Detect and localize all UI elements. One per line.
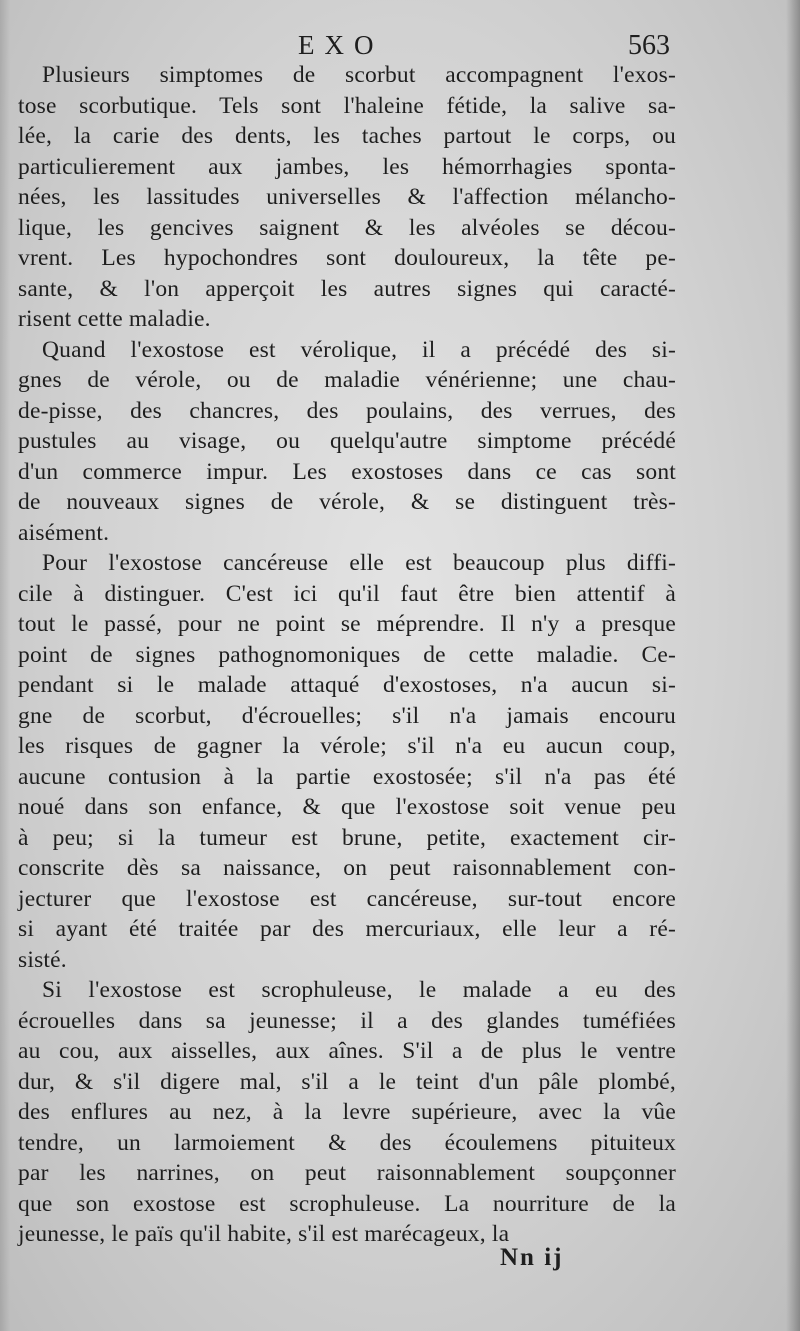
text-line: jecturer que l'exostose est cancéreuse, sur-tout encore — [18, 885, 676, 912]
page-number: 563 — [628, 30, 670, 61]
running-head: EXO — [298, 30, 384, 60]
page-gutter-shadow — [0, 0, 10, 1331]
text-line: de nouveaux signes de vérole, & se distinguent très- — [18, 489, 676, 515]
text-line: Plusieurs simptomes de scorbut accompagnent l'exos- — [42, 62, 676, 88]
text-line: d'un commerce impur. Les exostoses dans ce cas sont — [18, 458, 676, 485]
text-line: tendre, un larmoiement & des écoulemens pituiteux — [18, 1129, 676, 1156]
text-line: point de signes pathognomoniques de cette maladie. Ce- — [18, 641, 676, 668]
signature-mark: Nn ij — [500, 1244, 564, 1271]
text-line: aucune contusion à la partie exostosée; s'il n'a pas été — [18, 763, 676, 790]
text-line: pustules au visage, ou quelqu'autre simptome précédé — [18, 428, 676, 454]
text-line: particulierement aux jambes, les hémorrhagies sponta- — [18, 153, 676, 180]
text-line: gnes de vérole, ou de maladie vénérienne; une chau- — [18, 367, 676, 393]
text-line: sante, & l'on apperçoit les autres signes qui caracté- — [18, 275, 676, 302]
page-edge-shadow — [786, 0, 800, 1331]
text-line: des enflures au nez, à la levre supérieure, avec la vûe — [18, 1099, 676, 1125]
text-line: cile à distinguer. C'est ici qu'il faut être bien attentif à — [18, 580, 676, 607]
paragraph — [18, 975, 676, 1250]
text-line: Quand l'exostose est vérolique, il a précédé des si- — [42, 336, 676, 363]
text-line: sisté. — [18, 946, 67, 973]
text-line: lée, la carie des dents, les taches partout le corps, ou — [18, 123, 676, 149]
text-line: de-pisse, des chancres, des poulains, des verrues, des — [18, 397, 676, 424]
paragraph — [18, 335, 676, 549]
paragraph — [18, 60, 676, 335]
text-line: noué dans son enfance, & que l'exostose soit venue peu — [18, 794, 676, 820]
text-line: les risques de gagner la vérole; s'il n'a eu aucun coup, — [18, 733, 676, 759]
body-text — [18, 60, 676, 1250]
paragraph — [18, 548, 676, 975]
text-line: au cou, aux aisselles, aux aînes. S'il a de plus le ventre — [18, 1038, 676, 1064]
text-line: jeunesse, le païs qu'il habite, s'il est marécageux, la — [18, 1221, 510, 1247]
text-line: Pour l'exostose cancéreuse elle est beaucoup plus diffi- — [42, 550, 676, 576]
text-line: aisément. — [18, 519, 110, 546]
text-line: pendant si le malade attaqué d'exostoses, n'a aucun si- — [18, 672, 676, 698]
text-line: vrent. Les hypochondres sont douloureux, la tête pe- — [18, 245, 676, 271]
text-line: nées, les lassitudes universelles & l'affection mélancho- — [18, 184, 676, 210]
text-line: conscrite dès sa naissance, on peut raisonnablement con- — [18, 855, 676, 881]
text-line: lique, les gencives saignent & les alvéoles se décou- — [18, 214, 676, 241]
text-line: par les narrines, on peut raisonnablement soupçonner — [18, 1160, 676, 1186]
text-line: risent cette maladie. — [18, 306, 211, 332]
text-line: si ayant été traitée par des mercuriaux, elle leur a ré- — [18, 916, 676, 942]
text-line: tose scorbutique. Tels sont l'haleine fétide, la salive sa- — [18, 92, 676, 119]
text-line: dur, & s'il digere mal, s'il a le teint d'un pâle plombé, — [18, 1068, 676, 1095]
text-line: écrouelles dans sa jeunesse; il a des glandes tuméfiées — [18, 1007, 676, 1034]
text-line: que son exostose est scrophuleuse. La nourriture de la — [18, 1190, 676, 1217]
text-line: tout le passé, pour ne point se méprendre. Il n'y a presque — [18, 611, 676, 637]
text-line: gne de scorbut, d'écrouelles; s'il n'a jamais encouru — [18, 702, 676, 729]
text-line: à peu; si la tumeur est brune, petite, exactement cir- — [18, 824, 676, 851]
text-line: Si l'exostose est scrophuleuse, le malade a eu des — [42, 977, 676, 1003]
